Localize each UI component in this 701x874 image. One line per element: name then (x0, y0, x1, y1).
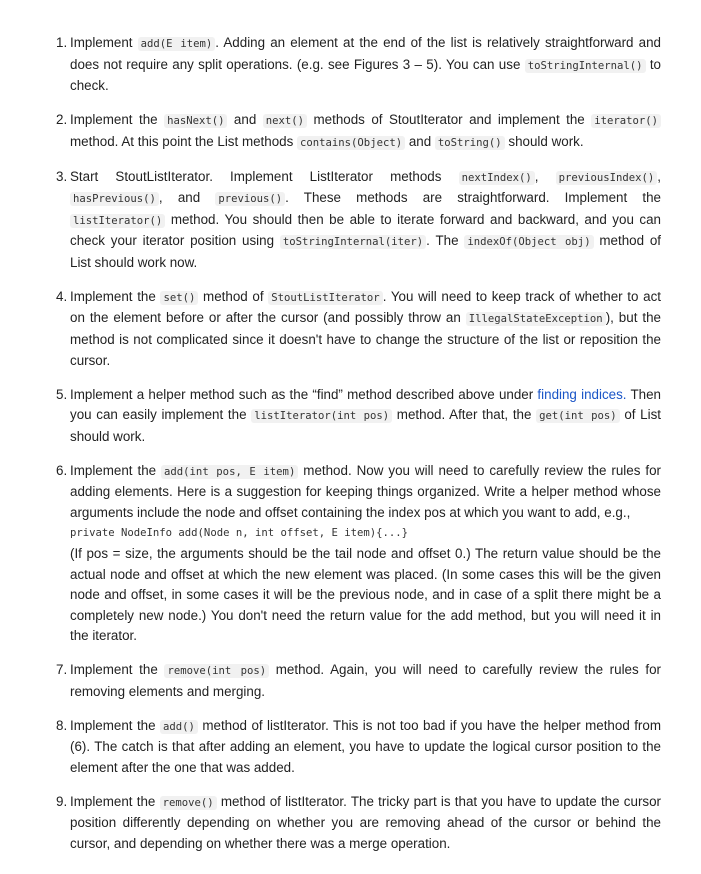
step-text: Implement the (70, 112, 165, 128)
step-number: 5. (56, 386, 68, 402)
step-text: method of listIterator. This is not too bad if you have the helper method from (6). The catch is that after adding an element, you have to update the logical cursor position to the element after the one that was added. (70, 717, 661, 775)
step-text: , and (158, 190, 216, 206)
step-number: 4. (56, 288, 68, 304)
inline-code: listIterator() (70, 214, 165, 228)
step-item (56, 461, 661, 647)
step-text: method. Again, you will need to carefully review the rules for removing elements and merging. (70, 662, 661, 699)
inline-code: listIterator(int pos) (251, 409, 392, 423)
step-item (56, 110, 661, 153)
step-text: Implement (70, 35, 138, 50)
inline-code: add() (160, 720, 198, 734)
inline-code: contains(Object) (297, 136, 405, 150)
inline-code: indexOf(Object obj) (464, 235, 593, 249)
inline-code: get(int pos) (536, 409, 620, 423)
step-item (56, 33, 661, 97)
inline-code: toStringInternal() (525, 59, 646, 73)
code-line: private NodeInfo add(Node n, int offset, E item){...} (70, 527, 409, 540)
inline-code: add(int pos, E item) (161, 465, 298, 479)
inline-code: toStringInternal(iter) (280, 235, 426, 249)
step-text: ), but the method is not complicated since it doesn't have to change the structure of the list or reposition the cursor. (70, 310, 661, 368)
step-text: methods of StoutIterator and implement the (307, 112, 592, 128)
step-text: Implement the (70, 288, 161, 304)
step-text: should work. (504, 133, 584, 149)
inline-code: nextIndex() (459, 171, 535, 185)
step-text: and (405, 133, 435, 149)
step-text: Implement the (70, 717, 161, 733)
step-item (56, 660, 661, 702)
inline-code: StoutListIterator (268, 291, 382, 305)
step-text: . You will need to keep track of whether to act on the element before or after the cursor (and possibly throw an (70, 288, 661, 326)
inline-code: set() (160, 291, 198, 305)
step-text: method of (198, 288, 269, 304)
inline-code: previousIndex() (556, 171, 658, 185)
inline-code: toString() (435, 136, 505, 150)
inline-code: next() (263, 114, 307, 128)
step-text: and (227, 112, 263, 128)
step-text: , (657, 168, 661, 184)
step-text: to check. (70, 56, 662, 94)
step-text: Implement a helper method such as the “find” method described above under (70, 386, 538, 402)
inline-code: iterator() (591, 114, 661, 128)
step-text: Implement the (70, 662, 165, 678)
step-number: 8. (56, 717, 68, 733)
step-text: of List should work. (70, 407, 662, 444)
step-text: . These methods are straightforward. Implement the (285, 190, 661, 206)
inline-code: add(E item) (138, 37, 216, 51)
step-item (56, 287, 661, 371)
step-text: method of List should work now. (70, 233, 661, 270)
inline-code: remove() (160, 796, 217, 810)
step-text: method. At this point the List methods (70, 133, 298, 149)
inline-code: remove(int pos) (164, 664, 269, 678)
step-text: Implement the (70, 793, 160, 809)
step-number: 3. (56, 168, 68, 184)
step-item (56, 792, 661, 855)
inline-code: previous() (215, 192, 285, 206)
step-item (56, 385, 661, 448)
step-item (56, 167, 661, 274)
step-number: 1. (56, 35, 68, 50)
step-number: 2. (56, 112, 68, 128)
step-number: 7. (56, 662, 68, 678)
finding-indices-link[interactable]: finding indices. (537, 386, 627, 402)
step-number: 9. (56, 793, 68, 809)
step-text: , (534, 168, 556, 184)
step-text: method. You should then be able to iterate forward and backward, and you can check your iterator position using (70, 211, 661, 249)
inline-code: hasNext() (164, 114, 227, 128)
step-text: Implement the (70, 462, 162, 478)
step-text: Then you can easily implement the (70, 386, 661, 423)
inline-code: hasPrevious() (70, 192, 159, 206)
step-text: . The (426, 233, 465, 249)
step-text: method. Now you will need to carefully review the rules for adding elements. Here is a suggestion for keeping things organized. Write a helper method whose arguments include the node and offset containing the index pos at which you want to add, e.g., (70, 462, 661, 520)
step-text: . Adding an element at the end of the list is relatively straightforward and does not require any split operations. (e.g. see Figures 3 – 5). You can use (70, 35, 661, 72)
step-text: method of listIterator. The tricky part is that you have to update the cursor position differently depending on whether you are removing ahead of the cursor or behind the cursor, and depending on whether there was a merge operation. (70, 793, 662, 851)
step-text: Start StoutListIterator. Implement ListIterator methods (70, 168, 459, 184)
inline-code: IllegalStateException (466, 312, 606, 326)
step-item (56, 716, 661, 779)
step-number: 6. (56, 462, 68, 478)
step-text: method. After that, the (392, 407, 537, 423)
step-text: (If pos = size, the arguments should be the tail node and offset 0.) The return value should be the actual node and offset at which the new element was placed. (In some cases this will be the given node and offset, in some cases it will be the previous node, and in case of a split there might be a completely new node.) You don't need the return value for the add method, but you will need it in the iterator. (70, 545, 661, 644)
